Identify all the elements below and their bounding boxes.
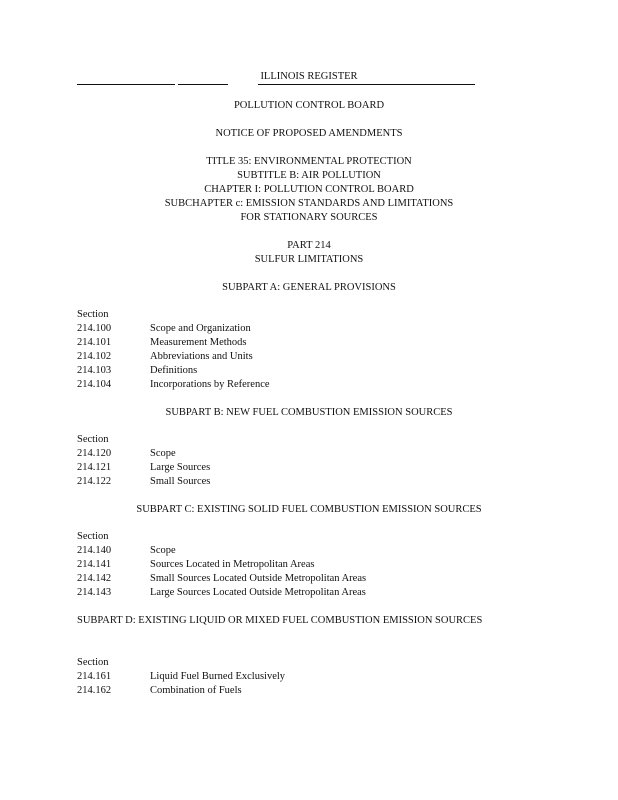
section-label: Section: [77, 309, 109, 320]
section-label: Section: [77, 531, 109, 542]
section-number: 214.162: [77, 685, 112, 696]
section-title: Scope: [150, 545, 176, 556]
part-name: SULFUR LIMITATIONS: [254, 254, 364, 265]
section-title: Measurement Methods: [150, 337, 247, 348]
register-header: [0, 70, 618, 86]
subpart-heading: SUBPART B: NEW FUEL COMBUSTION EMISSION SOURCES: [165, 407, 453, 418]
header-rule-left-2: [178, 84, 228, 85]
section-number: 214.120: [77, 448, 112, 459]
section-number: 214.161: [77, 671, 112, 682]
board-name: POLLUTION CONTROL BOARD: [233, 100, 385, 111]
subpart-heading: SUBPART D: EXISTING LIQUID OR MIXED FUEL COMBUSTION EMISSION SOURCES: [77, 615, 483, 626]
section-title: Scope and Organization: [150, 323, 251, 334]
part-number: PART 214: [287, 240, 331, 251]
section-number: 214.141: [77, 559, 112, 570]
section-number: 214.103: [77, 365, 112, 376]
subpart-heading: SUBPART C: EXISTING SOLID FUEL COMBUSTION EMISSION SOURCES: [136, 504, 482, 515]
subchapter-line: SUBCHAPTER c: EMISSION STANDARDS AND LIMITATIONS: [164, 198, 454, 209]
section-number: 214.100: [77, 323, 112, 334]
register-title: ILLINOIS REGISTER: [260, 71, 358, 82]
section-number: 214.140: [77, 545, 112, 556]
section-number: 214.121: [77, 462, 112, 473]
section-title: Sources Located in Metropolitan Areas: [150, 559, 315, 570]
section-label: Section: [77, 434, 109, 445]
section-number: 214.143: [77, 587, 112, 598]
section-title: Incorporations by Reference: [150, 379, 270, 390]
section-title: Liquid Fuel Burned Exclusively: [150, 671, 286, 682]
section-title: Abbreviations and Units: [150, 351, 253, 362]
section-title: Scope: [150, 448, 176, 459]
chapter-line: CHAPTER I: POLLUTION CONTROL BOARD: [204, 184, 414, 195]
header-rule-left-1: [77, 84, 175, 85]
subpart-heading: SUBPART A: GENERAL PROVISIONS: [222, 282, 396, 293]
section-title: Definitions: [150, 365, 198, 376]
notice-title: NOTICE OF PROPOSED AMENDMENTS: [215, 128, 403, 139]
section-number: 214.142: [77, 573, 112, 584]
subchapter-line-2: FOR STATIONARY SOURCES: [240, 212, 378, 223]
subtitle-line: SUBTITLE B: AIR POLLUTION: [237, 170, 381, 181]
section-title: Large Sources Located Outside Metropolitan Areas: [150, 587, 366, 598]
header-rule-right: [258, 84, 475, 85]
section-number: 214.101: [77, 337, 112, 348]
section-title: Small Sources Located Outside Metropolitan Areas: [150, 573, 367, 584]
section-label: Section: [77, 657, 109, 668]
title-line: TITLE 35: ENVIRONMENTAL PROTECTION: [206, 156, 412, 167]
section-title: Small Sources: [150, 476, 211, 487]
section-number: 214.104: [77, 379, 112, 390]
section-title: Combination of Fuels: [150, 685, 242, 696]
section-title: Large Sources: [150, 462, 211, 473]
section-number: 214.122: [77, 476, 112, 487]
section-number: 214.102: [77, 351, 112, 362]
